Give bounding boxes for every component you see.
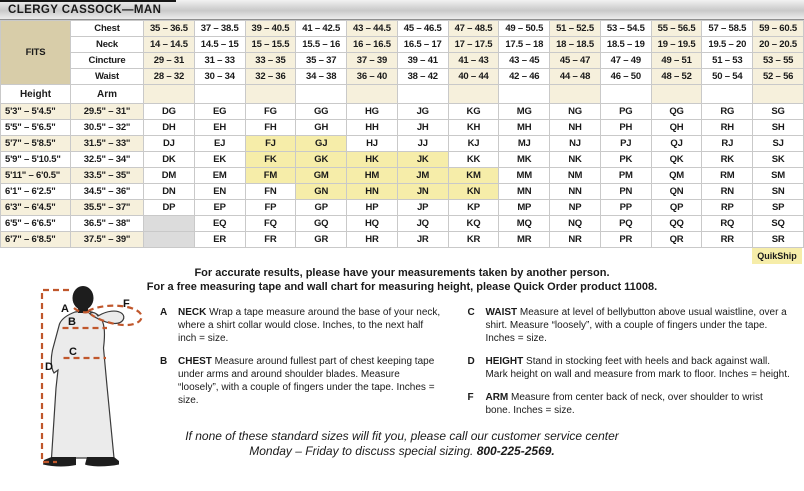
size-cell: HP xyxy=(347,200,398,216)
footer-text: If none of these standard sizes will fit you, please call our customer service center Monday – Friday to discuss special sizing. xyxy=(185,429,619,458)
size-cell: EM xyxy=(194,168,245,184)
height-range-cell: 6'3" – 6'4.5" xyxy=(1,200,71,216)
size-cell: PH xyxy=(600,120,651,136)
arm-range-cell: 29.5" – 31" xyxy=(71,104,144,120)
size-cell: PM xyxy=(600,168,651,184)
right-shoe xyxy=(85,457,119,466)
size-cell: QP xyxy=(651,200,702,216)
size-cell: KQ xyxy=(448,216,499,232)
measure-label: Neck xyxy=(71,37,144,53)
size-cell: KR xyxy=(448,232,499,248)
measure-row xyxy=(1,69,804,85)
height-label: Height xyxy=(1,85,71,104)
range-cell: 47 – 49 xyxy=(600,53,651,69)
size-cell: HG xyxy=(347,104,398,120)
arm-range-cell: 33.5" – 35" xyxy=(71,168,144,184)
size-cell: SN xyxy=(753,184,804,200)
height-range-cell: 5'11" – 6'0.5" xyxy=(1,168,71,184)
size-cell: KN xyxy=(448,184,499,200)
size-cell: RR xyxy=(702,232,753,248)
size-cell-empty xyxy=(144,216,195,232)
size-cell: NR xyxy=(550,232,601,248)
size-row xyxy=(1,136,804,152)
note-line-2: For a free measuring tape and wall chart for measuring height, please Quick Order product 11008. xyxy=(146,280,658,293)
size-row xyxy=(1,184,804,200)
size-cell: PG xyxy=(600,104,651,120)
size-cell-empty xyxy=(144,232,195,248)
range-cell: 35 – 36.5 xyxy=(144,21,195,37)
size-cell: QK xyxy=(651,152,702,168)
size-cell: MJ xyxy=(499,136,550,152)
size-cell: PN xyxy=(600,184,651,200)
measure-label: Waist xyxy=(71,69,144,85)
range-cell: 19 – 19.5 xyxy=(651,37,702,53)
size-cell: QR xyxy=(651,232,702,248)
instructions-column-right xyxy=(467,306,790,427)
range-cell: 57 – 58.5 xyxy=(702,21,753,37)
size-cell: MK xyxy=(499,152,550,168)
size-row xyxy=(1,168,804,184)
range-cell: 14 – 14.5 xyxy=(144,37,195,53)
size-cell: SM xyxy=(753,168,804,184)
size-cell: PK xyxy=(600,152,651,168)
size-cell: PR xyxy=(600,232,651,248)
range-cell: 33 – 35 xyxy=(245,53,296,69)
range-cell: 55 – 56.5 xyxy=(651,21,702,37)
instruction-letter: D xyxy=(467,356,475,367)
size-cell: JR xyxy=(397,232,448,248)
size-cell: QG xyxy=(651,104,702,120)
empty-header-cell xyxy=(194,85,245,104)
size-cell: HR xyxy=(347,232,398,248)
height-range-cell: 5'7" – 5'8.5" xyxy=(1,136,71,152)
empty-header-cell xyxy=(550,85,601,104)
range-cell: 43 – 44.5 xyxy=(347,21,398,37)
size-cell: NG xyxy=(550,104,601,120)
size-row xyxy=(1,104,804,120)
range-cell: 35 – 37 xyxy=(296,53,347,69)
size-cell: PJ xyxy=(600,136,651,152)
measuring-instructions-section xyxy=(0,298,804,427)
size-cell: QQ xyxy=(651,216,702,232)
size-cell: JK xyxy=(397,152,448,168)
range-cell: 18 – 18.5 xyxy=(550,37,601,53)
size-chart-table xyxy=(0,20,804,248)
size-cell: EQ xyxy=(194,216,245,232)
size-cell: QH xyxy=(651,120,702,136)
size-cell: FR xyxy=(245,232,296,248)
size-cell: SQ xyxy=(753,216,804,232)
size-cell: JP xyxy=(397,200,448,216)
range-cell: 17.5 – 18 xyxy=(499,37,550,53)
empty-header-cell xyxy=(600,85,651,104)
size-cell: KJ xyxy=(448,136,499,152)
instruction-letter: F xyxy=(467,392,474,403)
instruction-label: HEIGHT xyxy=(485,356,524,367)
range-cell: 16 – 16.5 xyxy=(347,37,398,53)
arm-range-cell: 36.5" – 38" xyxy=(71,216,144,232)
size-cell: DN xyxy=(144,184,195,200)
size-cell: NH xyxy=(550,120,601,136)
size-cell: HJ xyxy=(347,136,398,152)
size-row xyxy=(1,152,804,168)
height-range-cell: 6'7" – 6'8.5" xyxy=(1,232,71,248)
size-cell: FH xyxy=(245,120,296,136)
size-cell: MM xyxy=(499,168,550,184)
size-cell: EK xyxy=(194,152,245,168)
arm-range-cell: 32.5" – 34" xyxy=(71,152,144,168)
range-cell: 39 – 41 xyxy=(397,53,448,69)
range-cell: 20 – 20.5 xyxy=(753,37,804,53)
size-cell: RK xyxy=(702,152,753,168)
size-cell: PQ xyxy=(600,216,651,232)
fits-cell: FITS xyxy=(1,21,71,85)
arm-range-cell: 34.5" – 36" xyxy=(71,184,144,200)
size-row xyxy=(1,200,804,216)
range-cell: 34 – 38 xyxy=(296,69,347,85)
size-cell: GR xyxy=(296,232,347,248)
range-cell: 51 – 53 xyxy=(702,53,753,69)
size-cell: DP xyxy=(144,200,195,216)
range-cell: 46 – 50 xyxy=(600,69,651,85)
size-cell: DG xyxy=(144,104,195,120)
size-cell: MG xyxy=(499,104,550,120)
instruction-item: F ARM Measure from center back of neck, over shoulder to wrist bone. Inches = size. xyxy=(467,392,763,416)
range-cell: 30 – 34 xyxy=(194,69,245,85)
size-cell: GM xyxy=(296,168,347,184)
instruction-label: NECK xyxy=(178,307,207,318)
size-cell: JN xyxy=(397,184,448,200)
instruction-item: D HEIGHT Stand in stocking feet with heels and back against wall. Mark height on wall and measure from mark to floor. Inches = height. xyxy=(467,356,790,380)
instruction-label: WAIST xyxy=(485,307,518,318)
instruction-item: B CHEST Measure around fullest part of chest keeping tape under arms and around shoulder blades. Measure “loosely”, with a couple of fingers under the tape. Inches = size. xyxy=(160,356,435,406)
figure-marker-d: D xyxy=(45,361,53,373)
size-cell: GN xyxy=(296,184,347,200)
height-range-cell: 5'5" – 5'6.5" xyxy=(1,120,71,136)
size-row xyxy=(1,120,804,136)
size-cell: FM xyxy=(245,168,296,184)
size-cell: SH xyxy=(753,120,804,136)
instruction-item: A NECK Wrap a tape measure around the base of your neck, where a shirt collar would close. Inches, to the next half inch = size. xyxy=(160,307,441,344)
height-range-cell: 5'9" – 5'10.5" xyxy=(1,152,71,168)
empty-header-cell xyxy=(296,85,347,104)
instruction-label: CHEST xyxy=(178,356,212,367)
empty-header-cell xyxy=(702,85,753,104)
size-cell: HM xyxy=(347,168,398,184)
figure-marker-f: F xyxy=(123,298,130,310)
size-cell: KG xyxy=(448,104,499,120)
size-cell: GH xyxy=(296,120,347,136)
size-cell: QN xyxy=(651,184,702,200)
measure-row xyxy=(1,53,804,69)
size-cell: EJ xyxy=(194,136,245,152)
page-title: CLERGY CASSOCK—MAN xyxy=(8,4,162,16)
cassock-figure-illustration xyxy=(28,286,178,478)
range-cell: 16.5 – 17 xyxy=(397,37,448,53)
range-cell: 48 – 52 xyxy=(651,69,702,85)
range-cell: 45 – 46.5 xyxy=(397,21,448,37)
size-cell: MP xyxy=(499,200,550,216)
instruction-item: C WAIST Measure at level of bellybutton above usual waistline, over a shirt. Measure “loosely”, with a couple of fingers under the tape. Inches = size. xyxy=(467,307,787,344)
height-range-cell: 6'5" – 6'6.5" xyxy=(1,216,71,232)
quikship-badge: QuikShip xyxy=(752,248,802,264)
size-cell: PP xyxy=(600,200,651,216)
range-cell: 36 – 40 xyxy=(347,69,398,85)
note-line-1: For accurate results, please have your measurements taken by another person. xyxy=(194,267,610,279)
range-cell: 37 – 38.5 xyxy=(194,21,245,37)
empty-header-cell xyxy=(144,85,195,104)
size-cell: DH xyxy=(144,120,195,136)
measure-row xyxy=(1,37,804,53)
range-cell: 53 – 54.5 xyxy=(600,21,651,37)
range-cell: 17 – 17.5 xyxy=(448,37,499,53)
size-cell: RG xyxy=(702,104,753,120)
height-range-cell: 5'3" – 5'4.5" xyxy=(1,104,71,120)
size-cell: JM xyxy=(397,168,448,184)
size-cell: FK xyxy=(245,152,296,168)
customer-service-phone: 800-225-2569. xyxy=(476,444,555,458)
size-cell: GP xyxy=(296,200,347,216)
size-cell: HN xyxy=(347,184,398,200)
size-cell: SJ xyxy=(753,136,804,152)
size-cell: MR xyxy=(499,232,550,248)
measure-row xyxy=(1,21,804,37)
range-cell: 43 – 45 xyxy=(499,53,550,69)
size-cell: JJ xyxy=(397,136,448,152)
size-cell: KM xyxy=(448,168,499,184)
empty-header-cell xyxy=(753,85,804,104)
size-cell: MN xyxy=(499,184,550,200)
size-cell: NJ xyxy=(550,136,601,152)
size-cell: EN xyxy=(194,184,245,200)
size-cell: SR xyxy=(753,232,804,248)
range-cell: 47 – 48.5 xyxy=(448,21,499,37)
size-cell: QJ xyxy=(651,136,702,152)
empty-header-cell xyxy=(245,85,296,104)
size-cell: NK xyxy=(550,152,601,168)
instruction-letter: B xyxy=(160,356,168,367)
height-range-cell: 6'1" – 6'2.5" xyxy=(1,184,71,200)
size-cell: NP xyxy=(550,200,601,216)
size-cell: DJ xyxy=(144,136,195,152)
size-cell: HQ xyxy=(347,216,398,232)
range-cell: 14.5 – 15 xyxy=(194,37,245,53)
size-cell: RP xyxy=(702,200,753,216)
range-cell: 19.5 – 20 xyxy=(702,37,753,53)
range-cell: 59 – 60.5 xyxy=(753,21,804,37)
size-cell: RM xyxy=(702,168,753,184)
size-cell: EH xyxy=(194,120,245,136)
range-cell: 18.5 – 19 xyxy=(600,37,651,53)
size-cell: DK xyxy=(144,152,195,168)
range-cell: 41 – 42.5 xyxy=(296,21,347,37)
size-cell: MQ xyxy=(499,216,550,232)
range-cell: 51 – 52.5 xyxy=(550,21,601,37)
figure-marker-a: A xyxy=(61,303,69,315)
size-cell: GJ xyxy=(296,136,347,152)
instruction-label: ARM xyxy=(485,392,509,403)
size-cell: KK xyxy=(448,152,499,168)
size-cell: FP xyxy=(245,200,296,216)
range-cell: 45 – 47 xyxy=(550,53,601,69)
size-cell: EG xyxy=(194,104,245,120)
range-cell: 28 – 32 xyxy=(144,69,195,85)
range-cell: 38 – 42 xyxy=(397,69,448,85)
figure-marker-b: B xyxy=(68,316,76,328)
size-cell: HK xyxy=(347,152,398,168)
range-cell: 29 – 31 xyxy=(144,53,195,69)
range-cell: 39 – 40.5 xyxy=(245,21,296,37)
size-cell: GK xyxy=(296,152,347,168)
size-cell: JG xyxy=(397,104,448,120)
arm-label: Arm xyxy=(71,85,144,104)
empty-header-cell xyxy=(651,85,702,104)
instruction-letter: C xyxy=(467,307,475,318)
size-cell: RH xyxy=(702,120,753,136)
empty-header-cell xyxy=(448,85,499,104)
range-cell: 49 – 50.5 xyxy=(499,21,550,37)
size-cell: RQ xyxy=(702,216,753,232)
range-cell: 42 – 46 xyxy=(499,69,550,85)
quikship-row xyxy=(0,248,804,265)
size-cell: JH xyxy=(397,120,448,136)
range-cell: 32 – 36 xyxy=(245,69,296,85)
arm-range-cell: 31.5" – 33" xyxy=(71,136,144,152)
size-cell: FG xyxy=(245,104,296,120)
size-cell: DM xyxy=(144,168,195,184)
range-cell: 15.5 – 16 xyxy=(296,37,347,53)
size-cell: QM xyxy=(651,168,702,184)
size-cell: FJ xyxy=(245,136,296,152)
arm-range-cell: 37.5" – 39" xyxy=(71,232,144,248)
size-cell: HH xyxy=(347,120,398,136)
range-cell: 44 – 48 xyxy=(550,69,601,85)
arm-range-cell: 30.5" – 32" xyxy=(71,120,144,136)
instruction-letter: A xyxy=(160,307,168,318)
figure-head xyxy=(73,286,94,310)
size-row xyxy=(1,232,804,248)
range-cell: 53 – 55 xyxy=(753,53,804,69)
figure-marker-c: C xyxy=(69,346,77,358)
range-cell: 50 – 54 xyxy=(702,69,753,85)
cassock-robe xyxy=(51,311,114,458)
size-cell: FQ xyxy=(245,216,296,232)
size-cell: RJ xyxy=(702,136,753,152)
size-cell: NQ xyxy=(550,216,601,232)
range-cell: 41 – 43 xyxy=(448,53,499,69)
measure-label: Cincture xyxy=(71,53,144,69)
range-cell: 15 – 15.5 xyxy=(245,37,296,53)
size-cell: SK xyxy=(753,152,804,168)
range-cell: 52 – 56 xyxy=(753,69,804,85)
size-cell: RN xyxy=(702,184,753,200)
size-cell: SP xyxy=(753,200,804,216)
size-cell: GQ xyxy=(296,216,347,232)
instructions-column-left xyxy=(160,306,441,427)
size-cell: GG xyxy=(296,104,347,120)
height-arm-header-row xyxy=(1,85,804,104)
size-cell: EP xyxy=(194,200,245,216)
size-cell: KP xyxy=(448,200,499,216)
empty-header-cell xyxy=(347,85,398,104)
measure-label: Chest xyxy=(71,21,144,37)
size-cell: SG xyxy=(753,104,804,120)
range-cell: 40 – 44 xyxy=(448,69,499,85)
size-cell: NM xyxy=(550,168,601,184)
size-cell: ER xyxy=(194,232,245,248)
size-row xyxy=(1,216,804,232)
arm-range-cell: 35.5" – 37" xyxy=(71,200,144,216)
size-cell: KH xyxy=(448,120,499,136)
size-cell: NN xyxy=(550,184,601,200)
size-cell: JQ xyxy=(397,216,448,232)
empty-header-cell xyxy=(397,85,448,104)
empty-header-cell xyxy=(499,85,550,104)
range-cell: 31 – 33 xyxy=(194,53,245,69)
size-cell: FN xyxy=(245,184,296,200)
size-cell: MH xyxy=(499,120,550,136)
range-cell: 37 – 39 xyxy=(347,53,398,69)
range-cell: 49 – 51 xyxy=(651,53,702,69)
chart-title-bar xyxy=(0,0,804,20)
